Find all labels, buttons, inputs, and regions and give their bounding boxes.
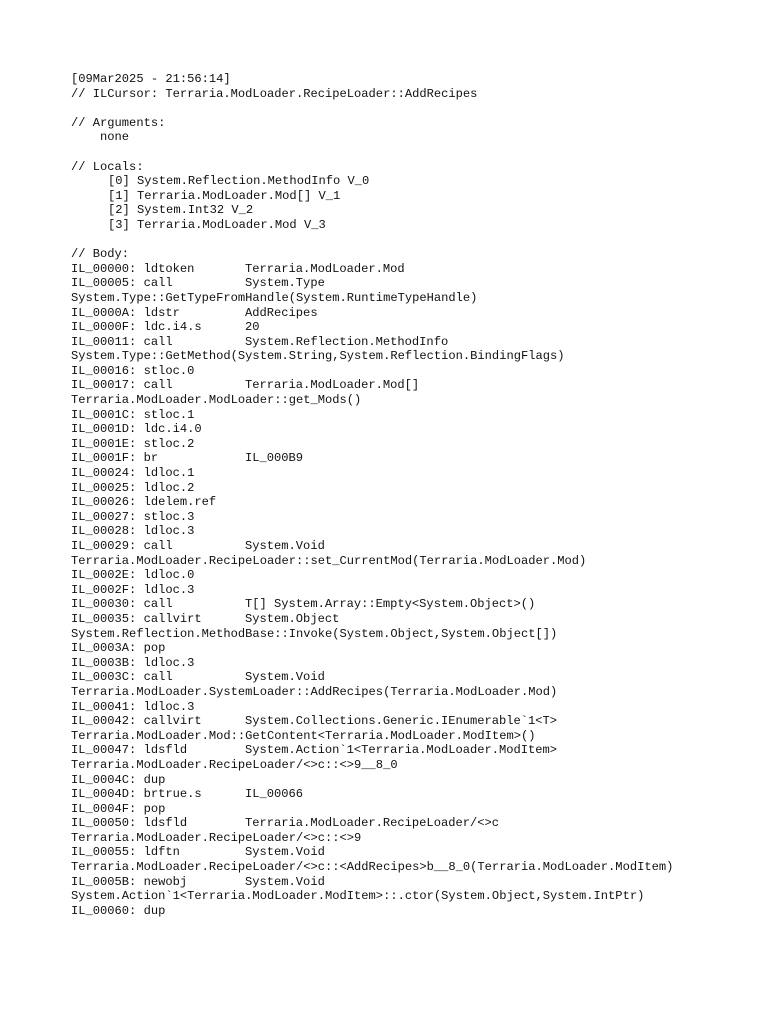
il-instruction: [71, 700, 761, 715]
il-instruction: [71, 276, 761, 291]
instruction-opcode: IL_0002E: ldloc.0: [71, 568, 195, 583]
instruction-opcode: IL_00041: ldloc.3: [71, 699, 195, 714]
instruction-opcode: IL_0001D: ldc.i4.0: [71, 422, 202, 437]
instruction-opcode: IL_00005: call: [71, 276, 173, 291]
il-instruction: [71, 466, 761, 481]
instruction-opcode: IL_0005B: newobj: [71, 874, 188, 889]
instruction-opcode: IL_0000F: ldc.i4.s: [71, 320, 202, 335]
il-instruction: [71, 568, 761, 583]
il-instruction: [71, 437, 761, 452]
instruction-opcode: IL_00042: callvirt: [71, 714, 202, 729]
operand-continuation: Terraria.ModLoader.RecipeLoader/<>c::<AddRecipes>b__8_0(Terraria.ModLoader.ModItem): [71, 860, 674, 875]
instruction-opcode: IL_00060: dup: [71, 903, 166, 918]
instruction-opcode: IL_00035: callvirt: [71, 611, 202, 626]
body-instructions: [71, 262, 761, 919]
operand-continuation: Terraria.ModLoader.RecipeLoader/<>c::<>9: [71, 830, 362, 845]
instruction-opcode: IL_00050: ldsfld: [71, 816, 188, 831]
spacer: [71, 233, 761, 248]
il-instruction: [71, 612, 761, 627]
instruction-opcode: IL_0004C: dup: [71, 772, 166, 787]
il-instruction: [71, 816, 761, 831]
il-instruction: [71, 875, 761, 890]
il-instruction: [71, 714, 761, 729]
instruction-opcode: IL_00028: ldloc.3: [71, 524, 195, 539]
instruction-opcode: IL_0001F: br: [71, 451, 159, 466]
operand-continuation: System.Type::GetMethod(System.String,System.Reflection.BindingFlags): [71, 349, 565, 364]
instruction-opcode: IL_00026: ldelem.ref: [71, 495, 217, 510]
locals-list: [71, 174, 761, 232]
il-instruction: [71, 335, 761, 350]
spacer: [71, 101, 761, 116]
il-instruction: [71, 481, 761, 496]
instruction-opcode: IL_00055: ldftn: [71, 845, 180, 860]
timestamp: [09Mar2025 - 21:56:14]: [71, 72, 231, 86]
instruction-opcode: IL_00027: stloc.3: [71, 509, 195, 524]
instruction-opcode: IL_0004F: pop: [71, 801, 166, 816]
instruction-opcode: IL_00047: ldsfld: [71, 743, 188, 758]
il-instruction: [71, 408, 761, 423]
il-instruction: [71, 495, 761, 510]
il-instruction: [71, 787, 761, 802]
instruction-opcode: IL_0002F: ldloc.3: [71, 582, 195, 597]
instruction-operand: System.Reflection.MethodInfo: [245, 334, 449, 349]
local-variable: [0] System.Reflection.MethodInfo V_0: [108, 174, 370, 189]
il-instruction: [71, 743, 761, 758]
instruction-operand: System.Type: [245, 276, 325, 291]
instruction-opcode: IL_0001C: stloc.1: [71, 407, 195, 422]
operand-continuation: Terraria.ModLoader.RecipeLoader::set_CurrentMod(Terraria.ModLoader.Mod): [71, 553, 587, 568]
instruction-opcode: IL_0003A: pop: [71, 641, 166, 656]
il-instruction: [71, 597, 761, 612]
instruction-opcode: IL_00029: call: [71, 539, 173, 553]
il-instruction: [71, 320, 761, 335]
il-instruction: [71, 364, 761, 379]
instruction-operand: Terraria.ModLoader.RecipeLoader/<>c: [245, 816, 500, 831]
instruction-opcode: IL_0003B: ldloc.3: [71, 655, 195, 670]
instruction-opcode: IL_0001E: stloc.2: [71, 436, 195, 451]
instruction-opcode: IL_00000: ldtoken: [71, 261, 195, 276]
arguments-heading: // Arguments:: [71, 115, 166, 130]
arguments-list: [71, 130, 761, 145]
operand-continuation: System.Type::GetTypeFromHandle(System.RuntimeTypeHandle): [71, 290, 478, 305]
il-instruction: [71, 583, 761, 598]
il-instruction: [71, 656, 761, 671]
body-heading: // Body:: [71, 247, 130, 262]
instruction-opcode: IL_00024: ldloc.1: [71, 466, 195, 481]
spacer: [71, 145, 761, 160]
il-instruction: [71, 539, 761, 554]
instruction-opcode: IL_00025: ldloc.2: [71, 480, 195, 495]
instruction-operand: IL_000B9: [245, 451, 304, 466]
instruction-operand: System.Void: [245, 539, 325, 553]
operand-continuation: Terraria.ModLoader.RecipeLoader/<>c::<>9__8_0: [71, 757, 398, 772]
instruction-opcode: IL_00011: call: [71, 334, 173, 349]
local-variable: [1] Terraria.ModLoader.Mod[] V_1: [108, 188, 341, 203]
operand-continuation: System.Reflection.MethodBase::Invoke(System.Object,System.Object[]): [71, 626, 558, 641]
il-instruction: [71, 904, 761, 919]
operand-continuation: System.Action`1<Terraria.ModLoader.ModItem>::.ctor(System.Object,System.IntPtr): [71, 889, 645, 904]
instruction-opcode: IL_00017: call: [71, 378, 173, 393]
il-instruction: [71, 670, 761, 685]
instruction-opcode: IL_0003C: call: [71, 670, 173, 685]
instruction-operand: 20: [245, 320, 260, 335]
instruction-operand: Terraria.ModLoader.Mod[]: [245, 378, 420, 393]
il-instruction: [71, 510, 761, 525]
il-instruction: [71, 262, 761, 277]
operand-continuation: Terraria.ModLoader.Mod::GetContent<Terraria.ModLoader.ModItem>(): [71, 728, 536, 743]
instruction-operand: System.Action`1<Terraria.ModLoader.ModItem>: [245, 743, 558, 758]
instruction-opcode: IL_00030: call: [71, 597, 173, 612]
il-instruction: [71, 306, 761, 321]
il-instruction: [71, 451, 761, 466]
il-instruction: [71, 845, 761, 860]
instruction-opcode: IL_0004D: brtrue.s: [71, 787, 202, 802]
instruction-operand: System.Collections.Generic.IEnumerable`1<T>: [245, 714, 558, 729]
instruction-operand: IL_00066: [245, 787, 304, 802]
il-listing-document: [71, 72, 761, 918]
local-variable: [2] System.Int32 V_2: [108, 203, 254, 218]
instruction-operand: Terraria.ModLoader.Mod: [245, 261, 405, 276]
instruction-operand: System.Void: [245, 874, 325, 889]
instruction-operand: System.Void: [245, 845, 325, 860]
il-instruction: [71, 773, 761, 788]
instruction-operand: AddRecipes: [245, 305, 318, 320]
operand-continuation: Terraria.ModLoader.SystemLoader::AddRecipes(Terraria.ModLoader.Mod): [71, 684, 558, 699]
operand-continuation: Terraria.ModLoader.ModLoader::get_Mods(): [71, 393, 362, 408]
il-instruction: [71, 422, 761, 437]
instruction-operand: System.Object: [245, 611, 340, 626]
il-instruction: [71, 378, 761, 393]
il-instruction: [71, 641, 761, 656]
instruction-opcode: IL_00016: stloc.0: [71, 363, 195, 378]
instruction-operand: System.Void: [245, 670, 325, 685]
instruction-operand: T[] System.Array::Empty<System.Object>(): [245, 597, 536, 612]
instruction-opcode: IL_0000A: ldstr: [71, 305, 180, 320]
argument-item: none: [100, 130, 130, 145]
ilcursor-comment: // ILCursor: Terraria.ModLoader.RecipeLoader::AddRecipes: [71, 86, 478, 101]
il-instruction: [71, 802, 761, 817]
il-instruction: [71, 524, 761, 539]
local-variable: [3] Terraria.ModLoader.Mod V_3: [108, 217, 326, 232]
locals-heading: // Locals:: [71, 159, 144, 174]
